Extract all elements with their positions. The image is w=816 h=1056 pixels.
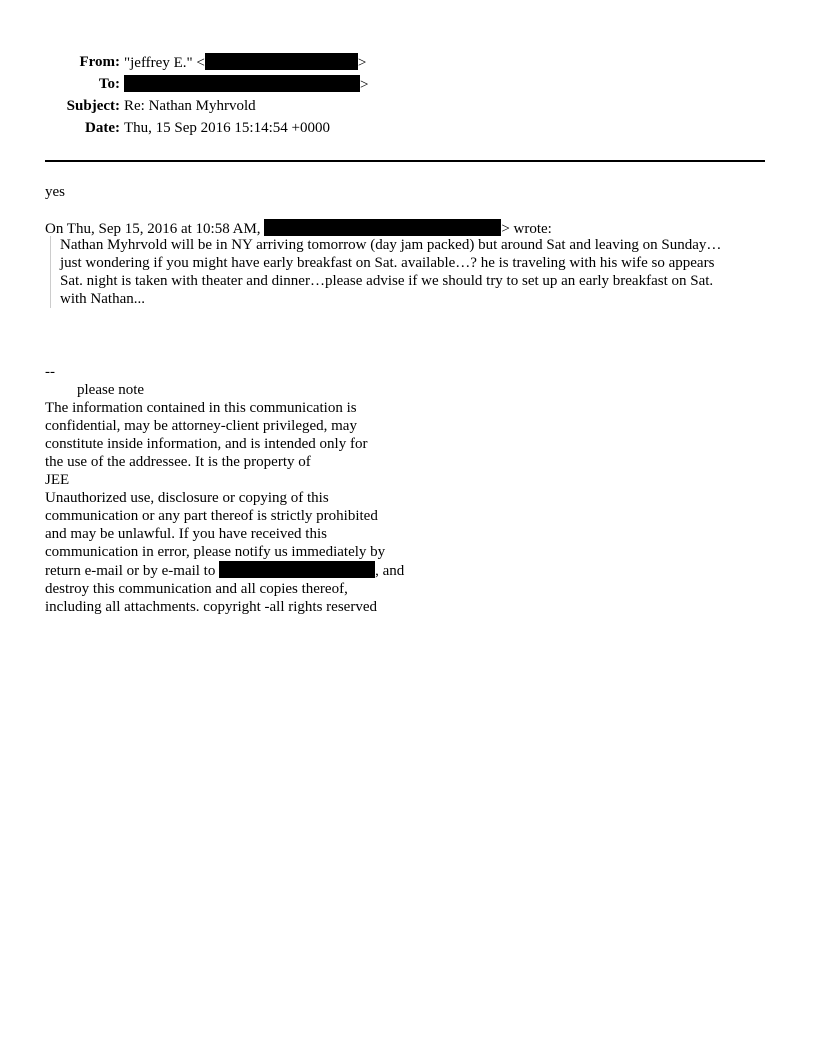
- from-row: [0, 53, 816, 75]
- to-close-bracket: >: [360, 77, 369, 93]
- to-value: [124, 75, 368, 94]
- to-label: To:: [98, 76, 120, 92]
- date-row: [0, 119, 816, 141]
- quoted-message: [50, 236, 780, 308]
- subject-label: Subject:: [66, 98, 120, 114]
- quoted-line: with Nathan...: [60, 291, 145, 307]
- date-label: Date:: [85, 120, 120, 136]
- email-line-prefix: return e-mail or by e-mail to: [45, 563, 220, 579]
- reply-text: yes: [45, 184, 65, 200]
- from-close-bracket: >: [357, 55, 367, 71]
- disclaimer-line: communication or any part thereof is strictly prohibited: [45, 508, 378, 524]
- signature-separator: --: [45, 364, 55, 380]
- disclaimer-line: and may be unlawful. If you have received this: [45, 526, 327, 542]
- quoted-line: Nathan Myhrvold will be in NY arriving tomorrow (day jam packed) but around Sat and leaving on Sunday…: [60, 237, 722, 253]
- date-value: Thu, 15 Sep 2016 15:14:54 +0000: [124, 120, 330, 136]
- disclaimer-line: destroy this communication and all copies thereof,: [45, 581, 348, 597]
- attribution-prefix: On Thu, Sep 15, 2016 at 10:58 AM,: [45, 221, 265, 237]
- disclaimer-line: including all attachments. copyright -all rights reserved: [45, 599, 377, 615]
- disclaimer-email-redaction: [219, 561, 375, 578]
- signature-note: please note: [77, 382, 145, 398]
- disclaimer-email-line: [45, 561, 425, 580]
- disclaimer-line: confidential, may be attorney-client privileged, may: [45, 418, 357, 434]
- signature-block: [45, 363, 425, 616]
- email-header: [0, 53, 816, 141]
- header-divider: [45, 160, 765, 162]
- from-name: "jeffrey E." <: [124, 55, 205, 71]
- quoted-line: Sat. night is taken with theater and dinner…please advise if we should try to set up an early breakfast on Sat.: [60, 273, 714, 289]
- disclaimer-line: JEE: [45, 472, 70, 488]
- quoted-line: just wondering if you might have early breakfast on Sat. available…? he is traveling with his wife so appears: [60, 255, 715, 271]
- disclaimer-line: communication in error, please notify us immediately by: [45, 544, 386, 560]
- to-row: [0, 75, 816, 97]
- disclaimer-line: the use of the addressee. It is the property of: [45, 454, 311, 470]
- from-label: From:: [79, 54, 120, 70]
- from-email-redaction: [205, 53, 358, 70]
- email-line-suffix: , and: [375, 563, 405, 579]
- disclaimer-line: constitute inside information, and is intended only for: [45, 436, 368, 452]
- subject-value: Re: Nathan Myhrvold: [124, 98, 256, 114]
- disclaimer-line: Unauthorized use, disclosure or copying of this: [45, 490, 329, 506]
- attribution-suffix: > wrote:: [501, 221, 552, 237]
- attribution-sender-redaction: [264, 219, 501, 236]
- subject-row: [0, 97, 816, 119]
- from-value: [124, 53, 366, 72]
- to-redaction: [124, 75, 360, 92]
- disclaimer-line: The information contained in this communication is: [45, 400, 357, 416]
